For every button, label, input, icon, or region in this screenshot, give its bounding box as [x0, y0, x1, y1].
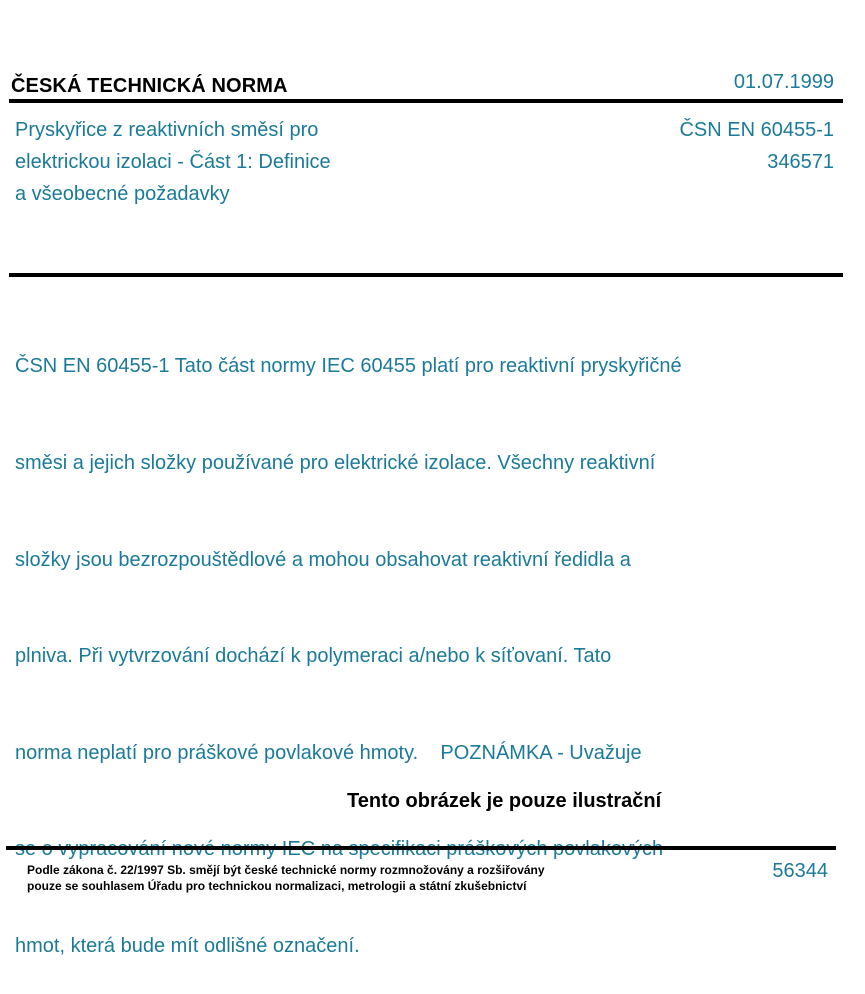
standard-title-line: elektrickou izolaci - Část 1: Definice: [15, 151, 331, 173]
classification-number: 346571: [767, 151, 834, 173]
illustration-disclaimer: Tento obrázek je pouze ilustrační: [347, 790, 662, 812]
copyright-line: Podle zákona č. 22/1997 Sb. smějí být české technické normy rozmnožovány a rozšiřovány: [27, 863, 545, 877]
footer-divider: [6, 846, 836, 850]
abstract-line: hmot, která bude mít odlišné označení.: [15, 935, 360, 958]
standard-identifiers: [679, 114, 834, 178]
abstract-line: směsi a jejich složky používané pro elektrické izolace. Všechny reaktivní: [15, 452, 656, 475]
copyright-notice: [27, 862, 647, 894]
header-divider: [9, 99, 843, 103]
issue-date: 01.07.1999: [733, 71, 834, 93]
standard-title-line: Pryskyřice z reaktivních směsí pro: [15, 119, 319, 141]
standard-designation: ČSN EN 60455-1: [679, 119, 834, 141]
abstract-line: ČSN EN 60455-1 Tato část normy IEC 60455 platí pro reaktivní pryskyřičné: [15, 355, 682, 378]
standard-title: [15, 114, 435, 210]
copyright-line: pouze se souhlasem Úřadu pro technickou normalizaci, metrologii a státní zkušebnictví: [27, 879, 527, 893]
abstract-line: norma neplatí pro práškové povlakové hmoty. POZNÁMKA - Uvažuje: [15, 741, 642, 764]
abstract-line: složky jsou bezrozpouštědlové a mohou obsahovat reaktivní ředidla a: [15, 548, 631, 571]
abstract-line: plniva. Při vytvrzování dochází k polymeraci a/nebo k síťovaní. Tato: [15, 645, 612, 668]
document-header-title: ČESKÁ TECHNICKÁ NORMA: [11, 75, 288, 97]
catalog-number: 56344: [772, 860, 828, 882]
standard-title-line: a všeobecné požadavky: [15, 183, 230, 205]
section-divider: [9, 273, 843, 277]
